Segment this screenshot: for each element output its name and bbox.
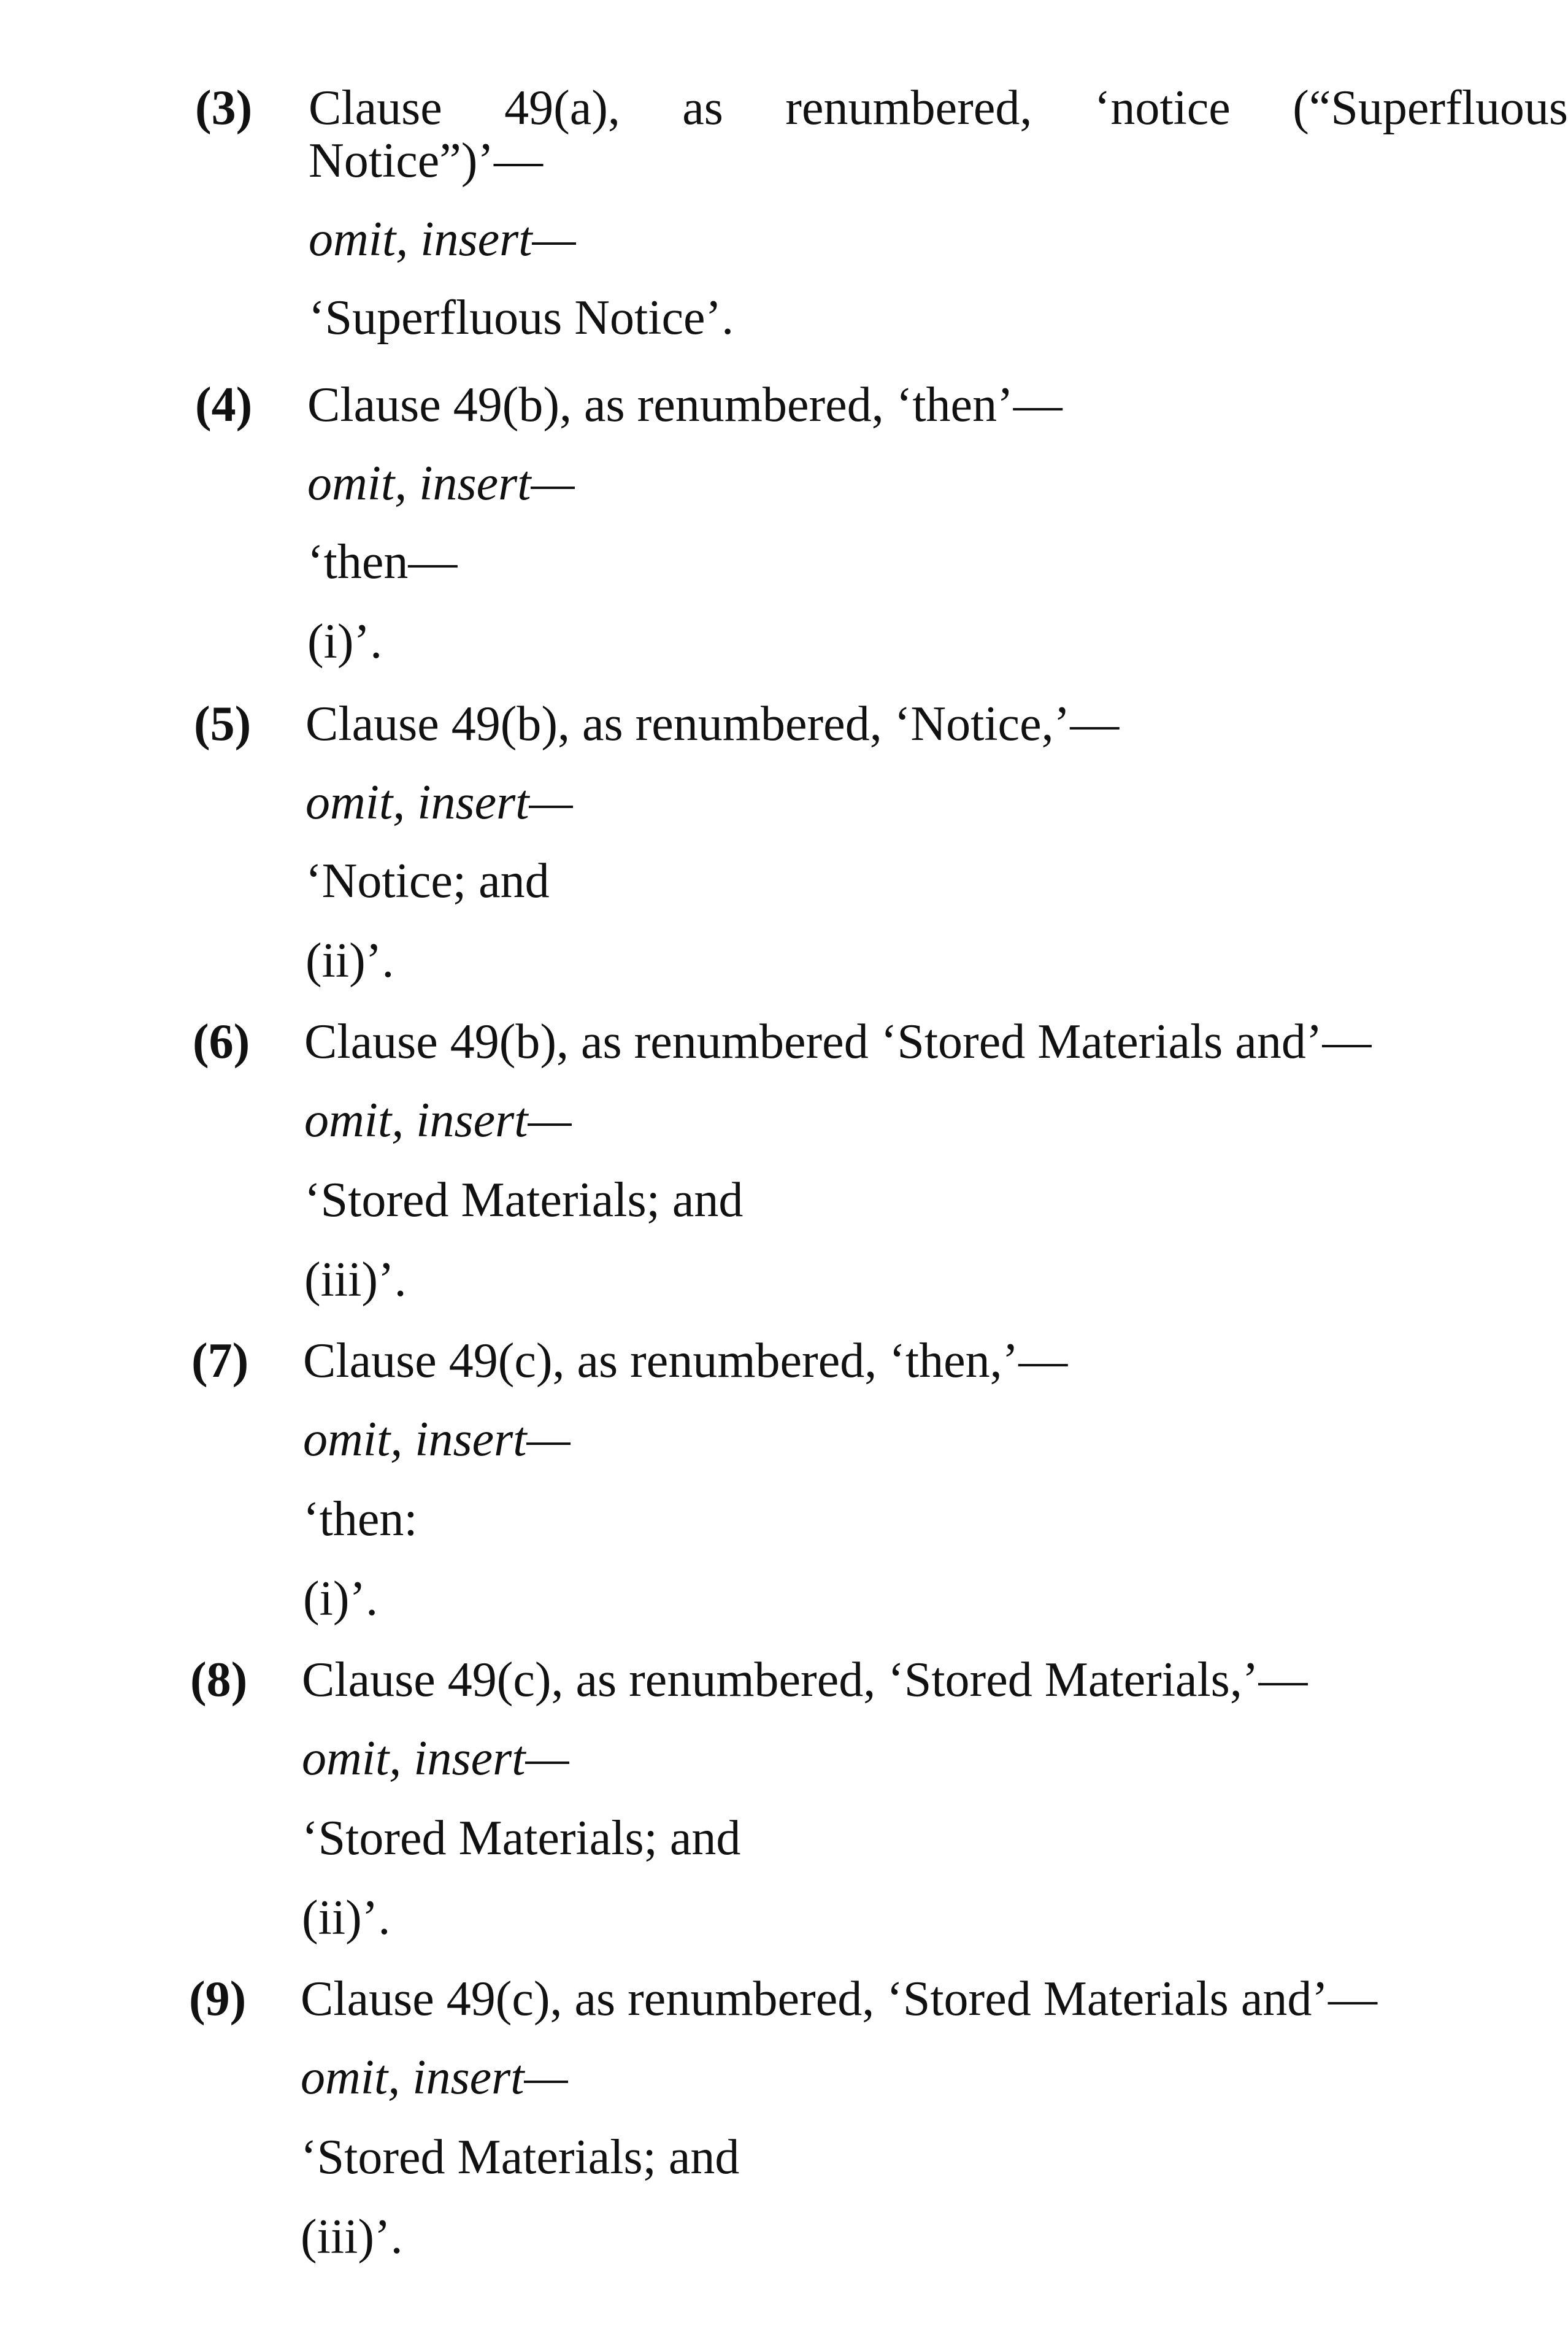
amendment-heading: Clause 49(c), as renumbered, ‘Stored Materials and’— (301, 1972, 1377, 2026)
amendment-heading: Clause 49(b), as renumbered ‘Stored Materials and’— (304, 1015, 1372, 1069)
amendment-number: (4) (195, 378, 253, 432)
amendment-instruction: omit, insert— (302, 1731, 569, 1785)
heading-word: as (682, 81, 723, 135)
amendment-heading: Clause 49(c), as renumbered, ‘Stored Materials,’— (302, 1653, 1308, 1707)
amendment-heading-continuation: Notice”)’— (309, 134, 544, 188)
inserted-text-line: (iii)’. (304, 1253, 407, 1307)
inserted-text-line: (iii)’. (301, 2210, 403, 2264)
amendment-number: (9) (189, 1972, 247, 2026)
amendment-number: (3) (195, 81, 253, 135)
heading-word: (“Superfluous (1293, 81, 1568, 135)
inserted-text-line: (i)’. (307, 615, 383, 669)
heading-word: renumbered, (785, 81, 1032, 135)
amendment-instruction: omit, insert— (303, 1412, 571, 1466)
heading-word: 49(a), (504, 81, 620, 135)
inserted-text-line: ‘Stored Materials; and (301, 2130, 740, 2184)
inserted-text-line: ‘Stored Materials; and (304, 1173, 744, 1227)
amendment-instruction: omit, insert— (304, 1093, 572, 1147)
amendment-number: (8) (190, 1653, 248, 1707)
amendment-heading: Clause 49(b), as renumbered, ‘then’— (307, 378, 1063, 432)
amendment-number: (7) (191, 1334, 249, 1388)
inserted-text-line: (ii)’. (306, 934, 394, 988)
amendment-instruction: omit, insert— (306, 776, 573, 830)
amendment-heading: Clause 49(c), as renumbered, ‘then,’— (303, 1334, 1068, 1388)
inserted-text-line: ‘Stored Materials; and (302, 1811, 741, 1865)
inserted-text-line: ‘then— (307, 535, 458, 589)
inserted-text-line: ‘Notice; and (306, 854, 550, 908)
inserted-text-line: (ii)’. (302, 1891, 391, 1945)
amendment-instruction: omit, insert— (307, 456, 575, 510)
amendment-heading (309, 83, 1568, 133)
amendment-instruction: omit, insert— (309, 212, 576, 266)
amendment-heading: Clause 49(b), as renumbered, ‘Notice,’— (306, 697, 1120, 751)
amendment-number: (6) (193, 1015, 250, 1069)
heading-word: Clause (309, 81, 442, 135)
inserted-text-line: ‘then: (303, 1492, 418, 1546)
amendment-instruction: omit, insert— (301, 2050, 568, 2104)
heading-word: ‘notice (1094, 81, 1231, 135)
inserted-text-line: (i)’. (303, 1572, 379, 1626)
inserted-text-line: ‘Superfluous Notice’. (309, 291, 734, 345)
amendment-number: (5) (194, 697, 252, 751)
